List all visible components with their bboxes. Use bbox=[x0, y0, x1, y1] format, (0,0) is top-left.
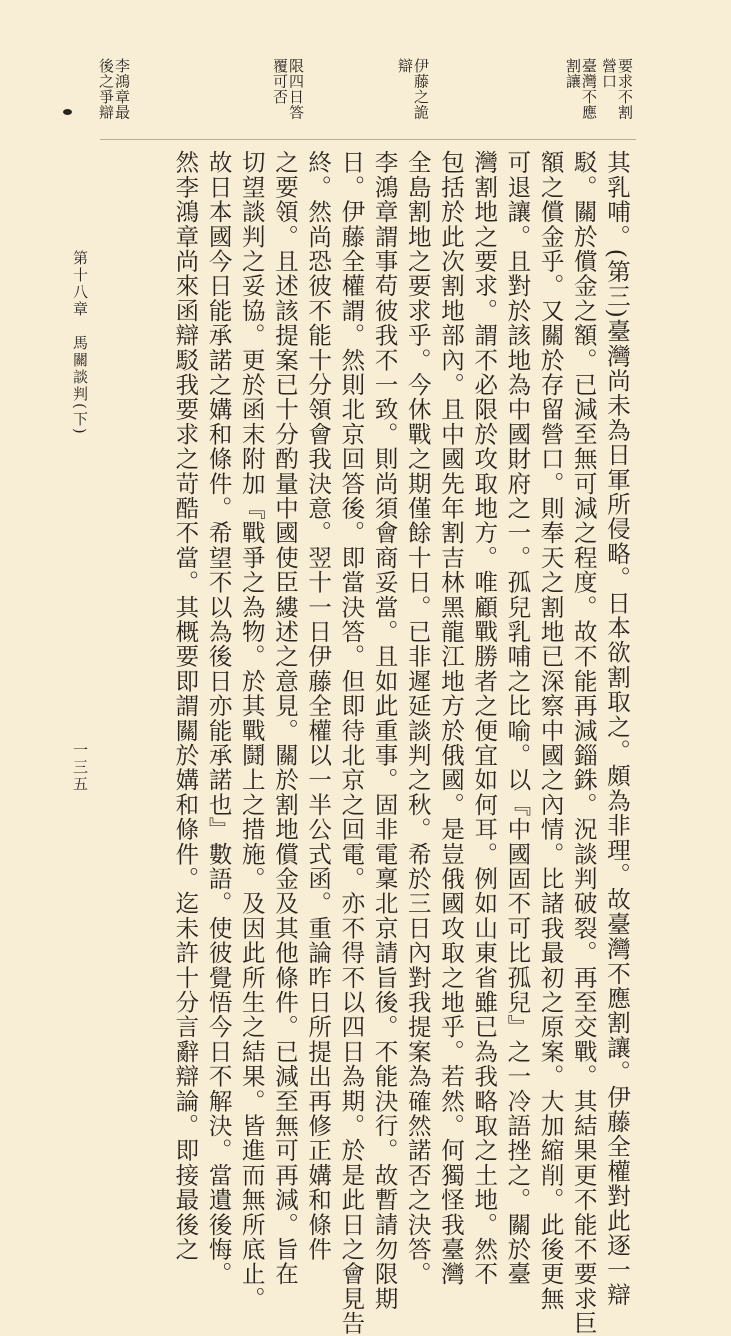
text-column: 包括於此次割地部內。且中國先年割吉林黑龍江地方於俄國。是豈俄國攻取之地乎。若然。何獨怪我臺灣 bbox=[436, 150, 465, 1287]
text-column: 全島割地之要求乎。今休戰之期僅餘十日。已非遲延談判之秋。希於三日內對我提案為確然諾否之決答。 bbox=[403, 150, 432, 1287]
text-column: 可退讓。且對於該地為中國財府之一。孤兒乳哺之比喻。以『中國固不可比孤兒』之一冷語挫之。關於臺 bbox=[503, 150, 532, 1287]
text-column: 故日本國今日能承諾之媾和條件。希望不以為後日亦能承諾也』數語。使彼覺悟今日不解決。當遺後悔。 bbox=[204, 150, 233, 1287]
margin-note-line: 限四日答 bbox=[287, 58, 305, 120]
text-column: 切望談判之妥協。更於函末附加『戰爭之為物。於其戰鬪上之措施。及因此所生之結果。皆進而無所底止。 bbox=[237, 150, 266, 1311]
text-column: 其乳哺。(第三)臺灣尚未為日軍所侵略。日本欲割取之。頗為非理。故臺灣不應割讓。伊藤全權對此逐一辯 bbox=[603, 150, 631, 1307]
margin-note-line: 李鴻章最 bbox=[113, 58, 131, 120]
text-column: 李鴻章謂事苟彼我不一致。則尚須會商妥當。且如此重事。固非電稟北京請旨後。不能決行。故暫請勿限期 bbox=[370, 150, 399, 1311]
margin-note-line: 營口 bbox=[600, 58, 618, 89]
margin-note-line: 要求不割 bbox=[616, 58, 634, 120]
margin-note-line: 臺灣不應 bbox=[580, 58, 598, 120]
margin-note-1 bbox=[601, 58, 633, 120]
margin-note-5 bbox=[98, 58, 130, 120]
text-column: 日。伊藤全權謂。然則北京回答後。即當決答。但即待北京之回電。亦不得不以四日為期。於是此日之會見告 bbox=[337, 150, 366, 1336]
margin-divider: ﹏﹏﹏﹏﹏﹏﹏﹏﹏﹏﹏﹏﹏﹏﹏﹏﹏﹏﹏﹏﹏﹏﹏﹏﹏﹏﹏﹏﹏﹏﹏﹏﹏﹏﹏﹏﹏﹏﹏﹏﹏﹏﹏﹏﹏﹏﹏﹏﹏﹏﹏﹏﹏﹏﹏﹏﹏﹏﹏﹏﹏﹏﹏﹏﹏﹏﹏ bbox=[100, 132, 636, 141]
margin-note-2 bbox=[565, 58, 597, 120]
page-number: 一三五 bbox=[71, 742, 89, 793]
margin-note-line: 後之爭辯 bbox=[97, 58, 115, 120]
ink-dot bbox=[63, 109, 72, 115]
margin-note-line: 辯 bbox=[396, 58, 414, 74]
text-column: 額之償金乎。又關於存留營口。則奉天之割地已深察中國之內情。比諸我最初之原案。大加縮削。此後更無 bbox=[536, 150, 565, 1311]
margin-note-line: 覆可否 bbox=[271, 58, 289, 105]
text-column: 終。然尚恐彼不能十分領會我決意。翌十一日伊藤全權以一半公式函。重論昨日所提出再修正媾和條件 bbox=[304, 150, 333, 1262]
body-text bbox=[168, 150, 633, 1336]
chapter-footer: 第十八章 馬關談判(下) bbox=[71, 250, 89, 436]
margin-notes bbox=[93, 58, 633, 128]
text-column: 之要領。且述該提案已十分酌量中國使臣縷述之意見。關於割地償金及其他條件。已減至無可再減。旨在 bbox=[270, 150, 299, 1287]
margin-note-4 bbox=[272, 58, 304, 120]
margin-note-line: 割讓 bbox=[564, 58, 582, 89]
text-column: 然李鴻章尚來函辯駁我要求之苛酷不當。其概要即謂關於媾和條件。迄未許十分言辭辯論。即接最後之 bbox=[171, 150, 200, 1262]
text-column: 灣割地之要求。謂不必限於攻取地方。唯顧戰勝者之便宜如何耳。例如山東省雖已為我略取之土地。然不 bbox=[470, 150, 499, 1287]
margin-note-line: 伊藤之詭 bbox=[412, 58, 430, 120]
text-column: 駁。關於償金之額。已減至無可減之程度。故不能再減錙銖。況談判破裂。再至交戰。其結果更不能不要求巨 bbox=[569, 150, 598, 1336]
margin-note-3 bbox=[397, 58, 429, 120]
